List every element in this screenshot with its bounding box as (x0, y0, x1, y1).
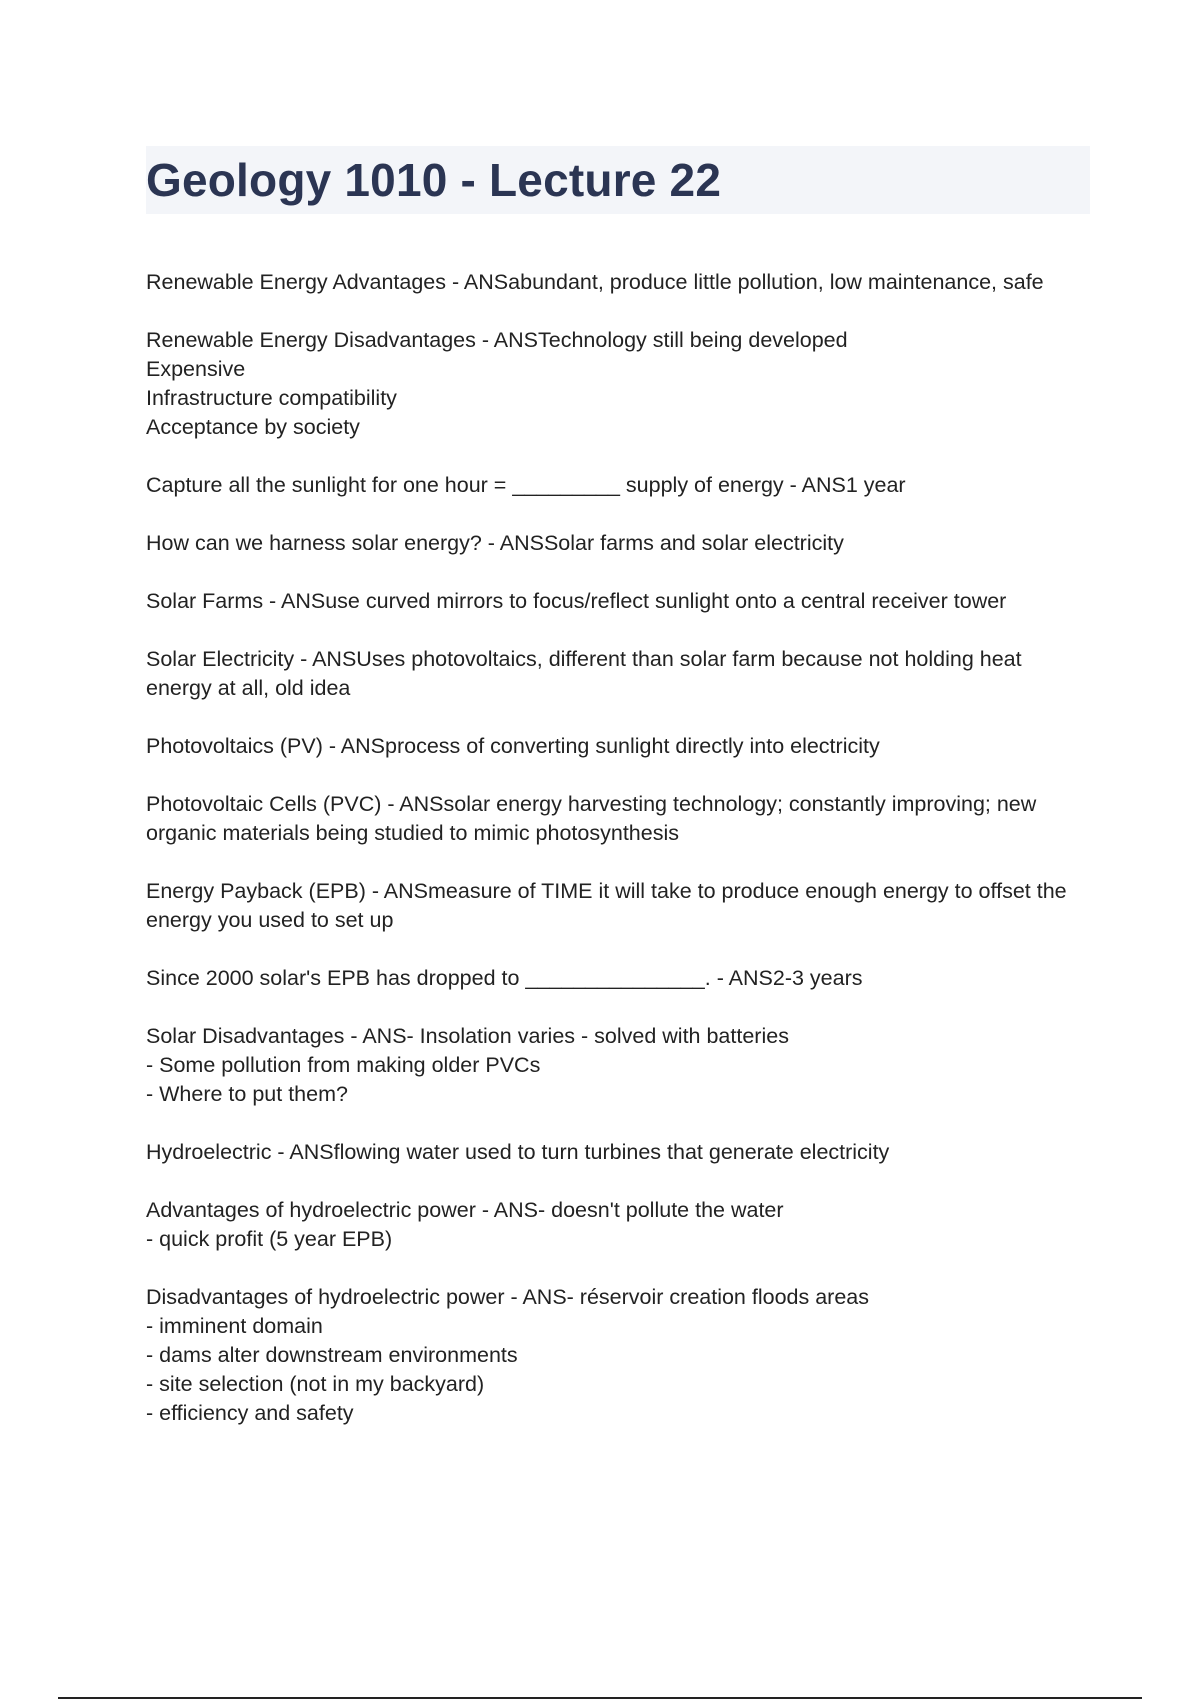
entry-term: Renewable Energy Advantages (146, 270, 447, 294)
entry-answer: measure of TIME it will take to produce enough energy to offset the energy you used to set up (146, 879, 1067, 932)
entry-term: How can we harness solar energy? (146, 531, 482, 555)
entry-answer: - doesn't pollute the water (538, 1198, 784, 1222)
entry-answer: use curved mirrors to focus/reflect sunlight onto a central receiver tower (325, 589, 1007, 613)
entry-term: Photovoltaic Cells (PVC) (146, 792, 382, 816)
entry-answer-line: Expensive (146, 357, 246, 381)
flashcard-entry: Energy Payback (EPB) - ANSmeasure of TIME it will take to produce enough energy to offset the energy you used to set up (146, 879, 1067, 932)
entry-answer-line: - Some pollution from making older PVCs (146, 1053, 541, 1077)
entry-term: Solar Electricity (146, 647, 295, 671)
entry-term: Solar Farms (146, 589, 264, 613)
entry-term: Hydroelectric (146, 1140, 272, 1164)
entry-term: Advantages of hydroelectric power (146, 1198, 476, 1222)
flashcard-entry: Renewable Energy Disadvantages - ANSTechnology still being developed Expensive Infrastructure compatibility Acceptance by society (146, 326, 1086, 442)
entry-answer: Uses photovoltaics, different than solar farm because not holding heat energy at all, old idea (146, 647, 1022, 700)
flashcard-entry: Advantages of hydroelectric power - ANS- doesn't pollute the water - quick profit (5 year EPB) (146, 1196, 1086, 1254)
entry-answer-line: - quick profit (5 year EPB) (146, 1227, 393, 1251)
document-title: Geology 1010 - Lecture 22 (146, 154, 722, 206)
entry-answer-line: - dams alter downstream environments (146, 1343, 518, 1367)
entry-answer-line: - Where to put them? (146, 1082, 348, 1106)
entry-answer: - réservoir creation floods areas (566, 1285, 869, 1309)
entry-term: Photovoltaics (PV) (146, 734, 323, 758)
entry-answer-line: - site selection (not in my backyard) (146, 1372, 485, 1396)
entry-answer: flowing water used to turn turbines that generate electricity (333, 1140, 890, 1164)
entry-term: Since 2000 solar's EPB has dropped to _______________. (146, 966, 711, 990)
entry-answer-line: Infrastructure compatibility (146, 386, 397, 410)
entry-term: Solar Disadvantages (146, 1024, 345, 1048)
entry-term: Energy Payback (EPB) (146, 879, 366, 903)
flashcard-entry: Photovoltaics (PV) - ANSprocess of converting sunlight directly into electricity (146, 734, 880, 758)
flashcard-entry: Photovoltaic Cells (PVC) - ANSsolar energy harvesting technology; constantly improving; new organic materials being studied to mimic photosynthesis (146, 792, 1037, 845)
flashcard-entry: Hydroelectric - ANSflowing water used to turn turbines that generate electricity (146, 1140, 890, 1164)
document-body (146, 268, 1086, 1457)
flashcard-entry: Since 2000 solar's EPB has dropped to _______________. - ANS2-3 years (146, 966, 863, 990)
entry-answer: 1 year (845, 473, 906, 497)
entry-answer: Solar farms and solar electricity (543, 531, 844, 555)
entry-term: Renewable Energy Disadvantages (146, 328, 476, 352)
entry-term: Disadvantages of hydroelectric power (146, 1285, 505, 1309)
flashcard-entry: Disadvantages of hydroelectric power - ANS- réservoir creation floods areas - imminent domain - dams alter downstream environments - site selection (not in my backyard) - efficiency and safety (146, 1283, 1086, 1428)
entry-answer: solar energy harvesting technology; constantly improving; new organic materials being studied to mimic photosynthesis (146, 792, 1037, 845)
flashcard-entry: How can we harness solar energy? - ANSSolar farms and solar electricity (146, 531, 844, 555)
entry-answer-line: - imminent domain (146, 1314, 323, 1338)
footer-divider (58, 1697, 1142, 1699)
flashcard-entry: Solar Disadvantages - ANS- Insolation varies - solved with batteries - Some pollution from making older PVCs - Where to put them? (146, 1022, 1086, 1109)
entry-answer: process of converting sunlight directly into electricity (385, 734, 880, 758)
entry-answer: - Insolation varies - solved with batteries (406, 1024, 789, 1048)
flashcard-entry: Solar Electricity - ANSUses photovoltaics, different than solar farm because not holding heat energy at all, old idea (146, 647, 1022, 700)
entry-answer-line: - efficiency and safety (146, 1401, 354, 1425)
entry-term: Capture all the sunlight for one hour = _________ supply of energy (146, 473, 784, 497)
entry-answer-line: Acceptance by society (146, 415, 360, 439)
entry-answer: abundant, produce little pollution, low maintenance, safe (508, 270, 1044, 294)
flashcard-entry: Capture all the sunlight for one hour = _________ supply of energy - ANS1 year (146, 473, 906, 497)
entry-answer: 2-3 years (772, 966, 863, 990)
flashcard-entry: Solar Farms - ANSuse curved mirrors to focus/reflect sunlight onto a central receiver tower (146, 589, 1007, 613)
flashcard-entry: Renewable Energy Advantages - ANSabundant, produce little pollution, low maintenance, safe (146, 270, 1044, 294)
entry-answer: Technology still being developed (538, 328, 848, 352)
